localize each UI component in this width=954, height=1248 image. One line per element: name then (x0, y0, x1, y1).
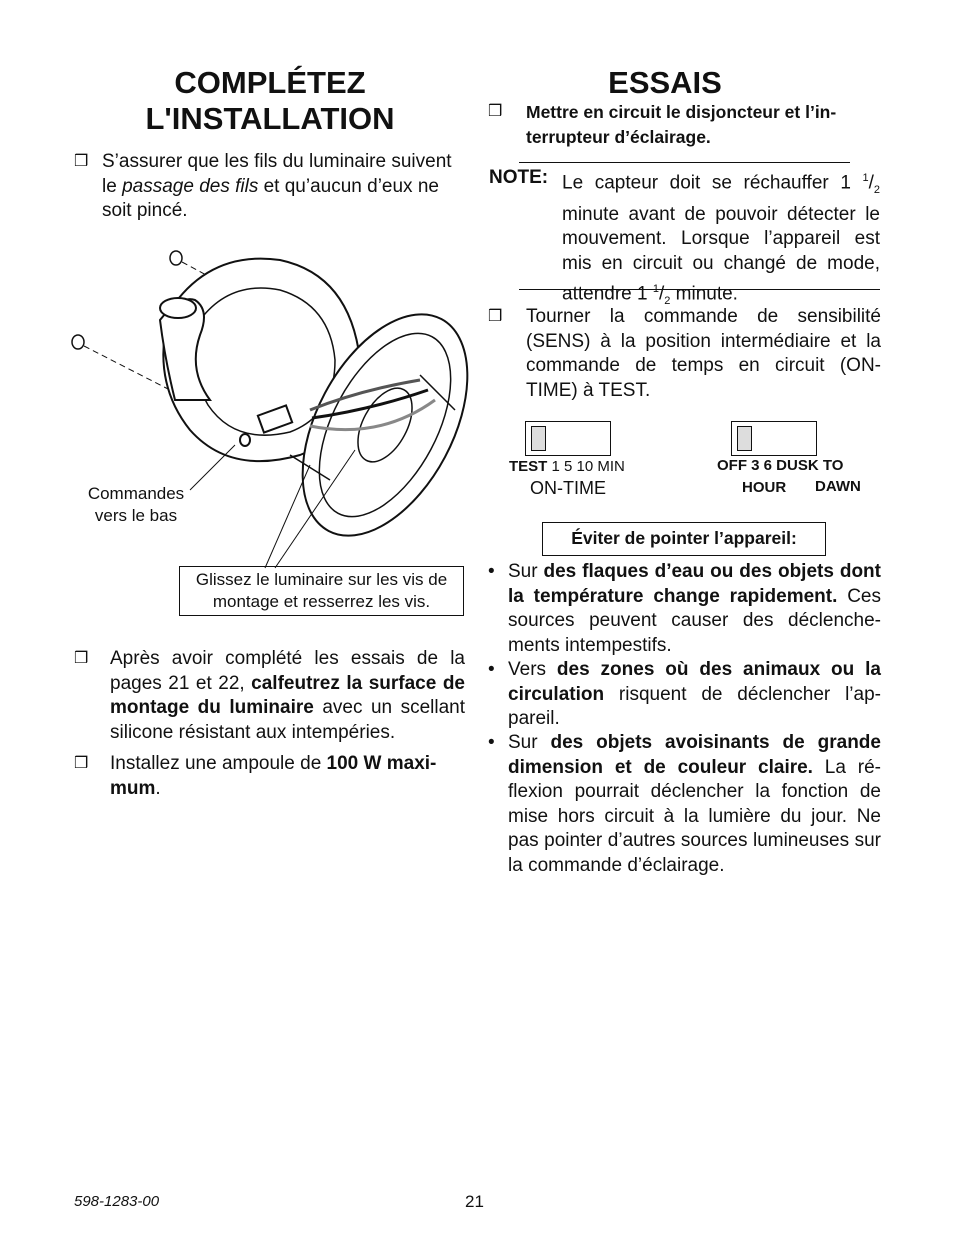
avoid-bullet-1: Sur des flaques d’eau ou des objets dont la température change rapidement. Ces sources peuvent causer des déclenche-ments intempestifs. (508, 561, 881, 656)
page-number: 21 (465, 1192, 484, 1211)
note-bottom-rule (519, 289, 880, 290)
left-item-1: S’assurer que les fils du luminaire suivent le passage des fils et qu’aucun d’eux ne soit pincé. (102, 151, 452, 222)
ontime-switch (525, 421, 611, 456)
left-title-line2: L'INSTALLATION (145, 101, 395, 136)
mode-switch-hour: HOUR (742, 479, 787, 496)
mode-switch-knob (737, 426, 752, 451)
ontime-switch-label: TEST 1 5 10 MIN (509, 458, 625, 475)
checkbox-icon: ❒ (74, 755, 89, 772)
left-title (100, 65, 440, 137)
left-item-2: Après avoir complété les essais de la pages 21 et 22, calfeutrez la surface de montage du luminaire avec un scellant silicone résistant aux intempéries. (110, 648, 465, 743)
note-text: Le capteur doit se réchauffer 1 $^1/_2$ minute avant de pouvoir détecter le mouvement. Lorsque l’appareil est mis en circuit ou changé de mode, attendre 1 $^1/_2$ minute. (562, 172, 880, 307)
right-title: ESSAIS (608, 65, 722, 100)
note-top-rule (519, 162, 850, 163)
ontime-switch-sublabel: ON-TIME (530, 478, 606, 498)
checkbox-icon: ❒ (488, 308, 503, 325)
avoid-bullet-3: Sur des objets avoisinants de grande dimension et de couleur claire. La ré-flexion pourrait déclencher la fonction de mise hors circuit à la lumière du jour. Ne pas pointer d’autres sources lumineuses sur la commande d’éclairage. (508, 732, 881, 876)
right-item-1: Mettre en circuit le disjoncteur et l’in-terrupteur d’éclairage. (526, 102, 837, 147)
mode-switch-dawn: DAWN (815, 478, 861, 495)
controls-label: Commandes vers le bas (87, 484, 185, 525)
mode-switch (731, 421, 817, 456)
document-number: 598-1283-00 (74, 1193, 160, 1210)
checkbox-icon: ❒ (74, 650, 89, 667)
bullet-icon: • (488, 659, 495, 680)
figure-caption-box: Glissez le luminaire sur les vis de montage et resserrez les vis. (179, 566, 464, 616)
mode-switch-label: OFF 3 6 DUSK TO (717, 457, 844, 474)
bullet-icon: • (488, 561, 495, 582)
avoid-heading-box: Éviter de pointer l’appareil: (542, 522, 826, 556)
left-title-line1: COMPLÉTEZ (174, 65, 366, 100)
checkbox-icon: ❒ (74, 153, 89, 170)
avoid-bullet-2: Vers des zones où des animaux ou la circulation risquent de déclencher l’ap-pareil. (508, 659, 881, 730)
ontime-switch-knob (531, 426, 546, 451)
bullet-icon: • (488, 732, 495, 753)
note-label: NOTE: (489, 167, 549, 188)
left-item-3: Installez une ampoule de 100 W maxi-mum. (110, 753, 437, 799)
right-item-2: Tourner la commande de sensibilité (SENS) à la position intermédiaire et la commande de temps en circuit (ON-TIME) à TEST. (526, 306, 881, 401)
checkbox-icon: ❒ (488, 103, 503, 120)
